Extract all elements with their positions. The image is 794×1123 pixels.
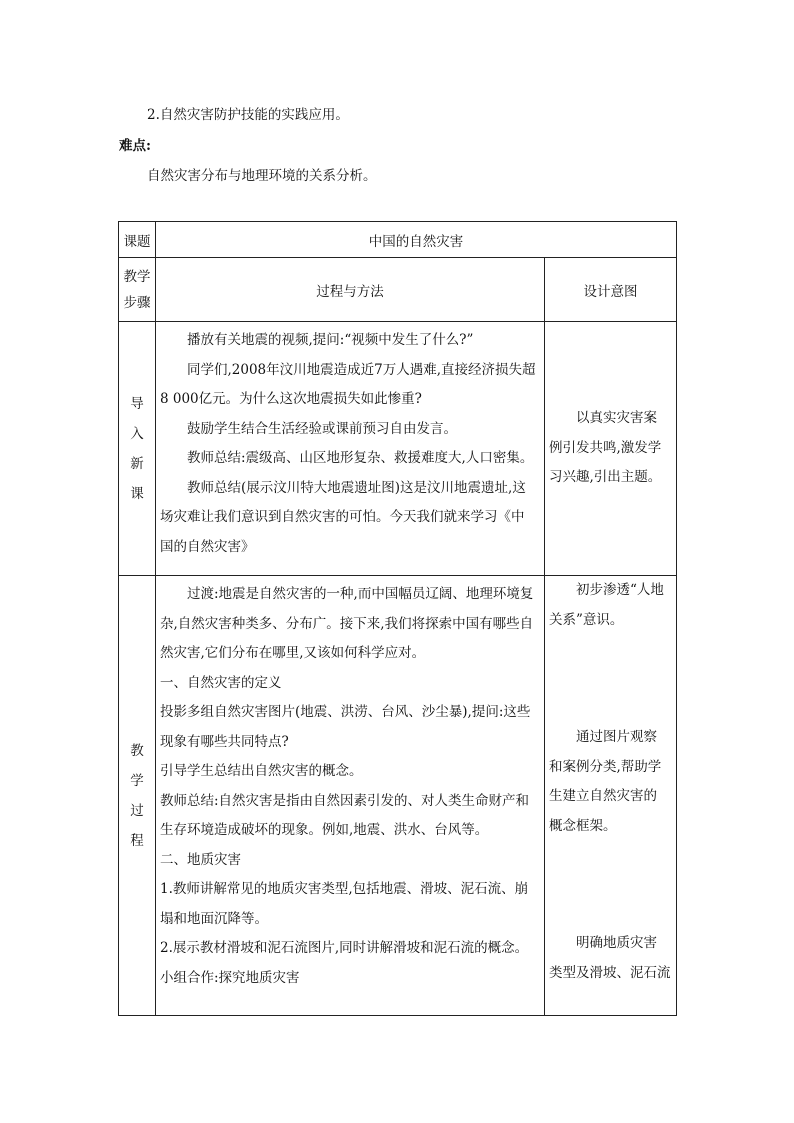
topic-label: 课题	[123, 233, 151, 250]
process-line: 投影多组自然灾害图片(地震、洪涝、台风、沙尘暴),提问:这些	[160, 704, 531, 720]
section-process-label-char: 学	[130, 772, 144, 789]
intent-line: 关系”意识。	[549, 611, 624, 628]
process-line: 二、地质灾害	[160, 851, 241, 868]
section-intro-label-char: 导	[130, 395, 144, 412]
intent-line: 习兴趣,引出主题。	[549, 469, 662, 486]
process-line: 现象有哪些共同特点?	[160, 733, 289, 750]
process-line: 8 000亿元。为什么这次地震损失如此惨重?	[160, 391, 422, 407]
intent-line: 明确地质灾害	[576, 935, 657, 951]
process-line: 播放有关地震的视频,提问:“视频中发生了什么?”	[187, 332, 474, 348]
intent-line: 例引发共鸣,激发学	[549, 439, 662, 456]
section-process-label-char: 过	[130, 802, 144, 819]
process-line: 塌和地面沉降等。	[160, 910, 268, 927]
process-line: 同学们,2008年汶川地震造成近7万人遇难,直接经济损失超	[187, 361, 536, 378]
process-line: 教师总结:震级高、山区地形复杂、救援难度大,人口密集。	[187, 450, 534, 466]
process-line: 杂,自然灾害种类多、分布广。接下来,我们将探索中国有哪些自	[160, 615, 534, 632]
section-process-intent-cell	[545, 576, 677, 1016]
topic-cell	[156, 222, 677, 258]
process-header: 过程与方法	[316, 283, 384, 300]
process-line: 场灾难让我们意识到自然灾害的可怕。今天我们就来学习《中	[160, 509, 525, 525]
section-process-process-cell	[156, 576, 545, 1016]
intent-line: 类型及滑坡、泥石流	[549, 964, 671, 981]
steps-label-cell	[119, 258, 156, 322]
process-line: 然灾害,它们分布在哪里,又该如何科学应对。	[160, 645, 426, 661]
process-line: 过渡:地震是自然灾害的一种,而中国幅员辽阔、地理环境复	[187, 586, 534, 602]
process-line: 教师总结(展示汶川特大地震遗址图)这是汶川地震遗址,这	[187, 479, 526, 496]
section-intro-label-char: 课	[130, 485, 144, 502]
section-process-label-char: 程	[130, 832, 144, 849]
section-process-label-cell	[119, 576, 156, 1016]
topic-row	[119, 222, 677, 258]
lesson-plan-table	[118, 221, 677, 1016]
difficulty-text: 自然灾害分布与地理环境的关系分析。	[147, 168, 377, 184]
section-process-label	[119, 736, 155, 856]
section-process-label-char: 教	[130, 742, 144, 759]
intent-line: 概念框架。	[549, 817, 617, 834]
section-intro-label-char: 新	[130, 455, 144, 472]
process-line: 2.展示教材滑坡和泥石流图片,同时讲解滑坡和泥石流的概念。	[160, 940, 529, 956]
key-point-item-2: 2.自然灾害防护技能的实践应用。	[147, 107, 349, 123]
intent-line: 初步渗透“人地	[576, 582, 664, 598]
topic-label-cell	[119, 222, 156, 258]
difficulty-heading: 难点:	[119, 138, 151, 154]
topic-title: 中国的自然灾害	[368, 233, 464, 250]
process-line: 一、自然灾害的定义	[160, 674, 282, 691]
process-line: 鼓励学生结合生活经验或课前预习自由发言。	[187, 420, 457, 437]
process-line: 小组合作:探究地质灾害	[160, 969, 300, 986]
section-intro-label-cell	[119, 322, 156, 576]
intent-line: 生建立自然灾害的	[549, 788, 657, 804]
section-intro-row	[119, 322, 677, 576]
column-header-row	[119, 258, 677, 322]
section-intro-intent-cell	[545, 322, 677, 576]
intent-header-cell	[545, 258, 677, 322]
section-intro-label	[119, 389, 155, 509]
intent-line: 和案例分类,帮助学	[549, 758, 662, 775]
intent-header: 设计意图	[583, 283, 638, 300]
steps-label-line-2: 步骤	[123, 294, 151, 311]
section-intro-label-char: 入	[130, 425, 144, 442]
process-line: 教师总结:自然灾害是指由自然因素引发的、对人类生命财产和	[160, 792, 530, 809]
process-line: 生存环境造成破坏的现象。例如,地震、洪水、台风等。	[160, 822, 489, 838]
process-line: 引导学生总结出自然灾害的概念。	[160, 763, 363, 779]
intent-line: 以真实灾害案	[576, 410, 657, 427]
process-header-cell	[156, 258, 545, 322]
intent-line: 通过图片观察	[576, 729, 657, 745]
section-process-row	[119, 576, 677, 1016]
section-intro-process-cell	[156, 322, 545, 576]
process-line: 1.教师讲解常见的地质灾害类型,包括地震、滑坡、泥石流、崩	[160, 881, 529, 897]
process-line: 国的自然灾害》	[160, 538, 255, 555]
steps-label-line-1: 教学	[123, 268, 151, 285]
